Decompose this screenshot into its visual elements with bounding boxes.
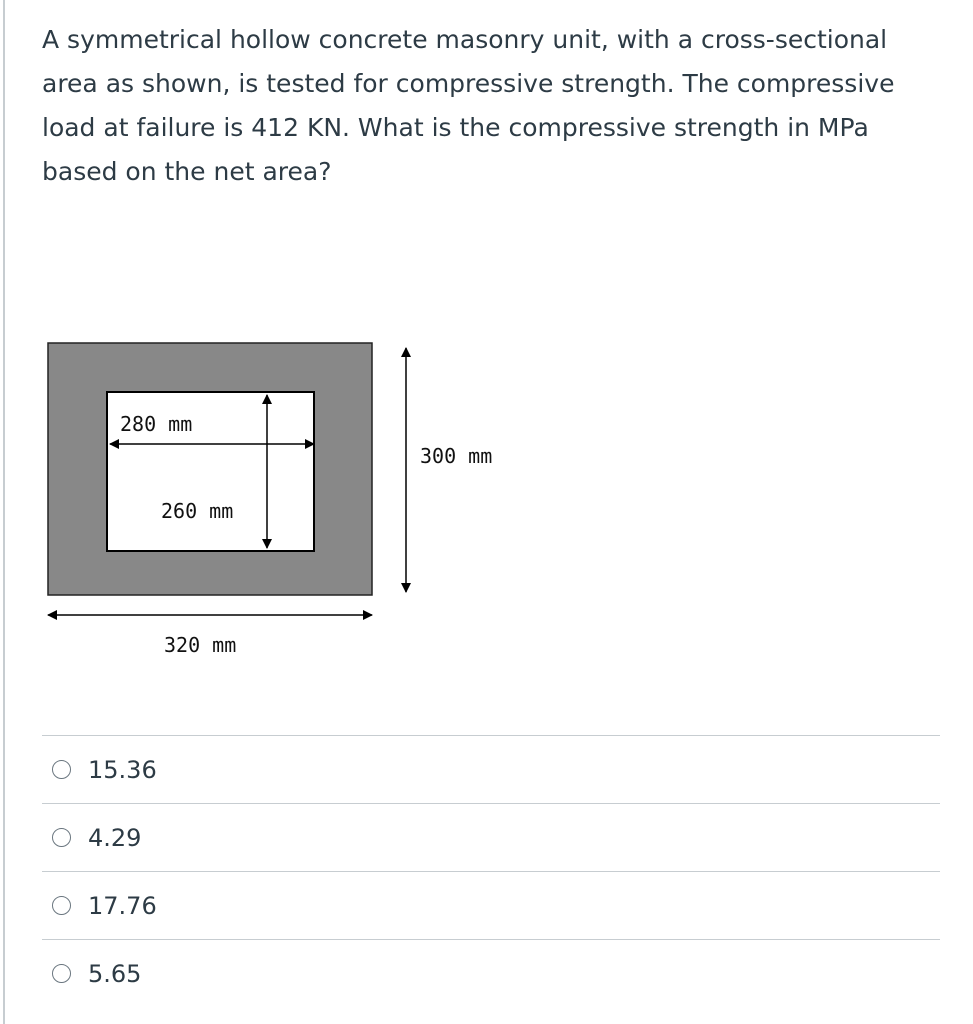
radio-button[interactable] (52, 828, 71, 847)
cross-section-diagram (40, 335, 520, 670)
outer-width-label: 320 mm (164, 633, 237, 657)
question-text: A symmetrical hollow concrete masonry unit, with a cross-sectional area as shown, is tested for compressive strength. The compressive load at failure is 412 KN. What is the compressive strength in MPa based on the net area? (42, 25, 895, 186)
radio-button[interactable] (52, 964, 71, 983)
inner-height-label: 260 mm (161, 499, 234, 523)
answer-option[interactable] (42, 939, 940, 1007)
left-border (3, 0, 5, 1024)
radio-button[interactable] (52, 760, 71, 779)
answer-option[interactable] (42, 735, 940, 803)
answer-option[interactable] (42, 871, 940, 939)
answer-list (42, 735, 940, 1007)
answer-option[interactable] (42, 803, 940, 871)
answer-label: 17.76 (88, 891, 157, 920)
answer-label: 15.36 (88, 755, 157, 784)
answer-label: 5.65 (88, 959, 142, 988)
answer-label: 4.29 (88, 823, 142, 852)
inner-width-label: 280 mm (120, 412, 193, 436)
radio-button[interactable] (52, 896, 71, 915)
outer-height-label: 300 mm (420, 444, 493, 468)
cross-section-figure (40, 335, 520, 670)
